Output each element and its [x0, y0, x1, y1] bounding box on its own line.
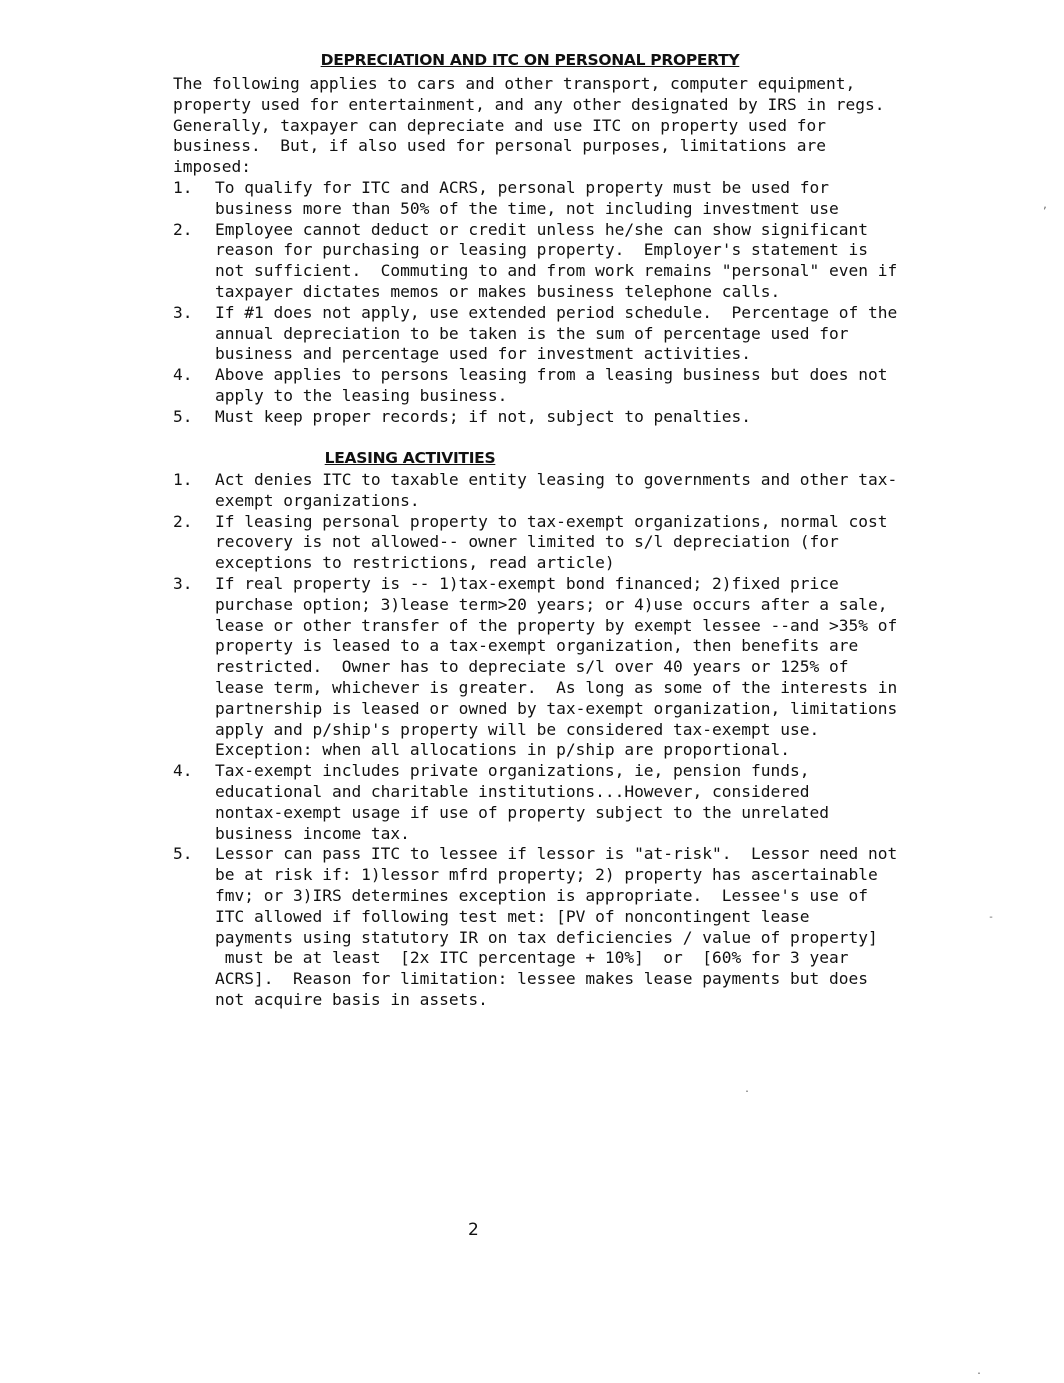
item-number: 2. [173, 219, 193, 239]
item-text: Must keep proper records; if not, subject to penalties. [215, 406, 752, 426]
item-text: If leasing personal property to tax-exempt organizations, normal cost recovery is not allowed-- owner limited to s/l depreciation (for exceptions to restrictions, read article) [215, 511, 888, 573]
item-text: If #1 does not apply, use extended period schedule. Percentage of the annual depreciation to be taken is the sum of percentage used for business and percentage used for investment activities. [215, 302, 898, 364]
item-text: Act denies ITC to taxable entity leasing to governments and other tax- exempt organizations. [215, 470, 898, 510]
item-text: Lessor can pass ITC to lessee if lessor is "at-risk". Lessor need not be at risk if: 1)lessor mfrd property; 2) property has ascertainable fmv; or 3)IRS determines exception is appropriate. Lessee's use of ITC allowed if following test met: [PV of noncontingent lease payments using statutory IR on tax deficiencies / value of property] must be at least [2x ITC percentage + 10%] or [60% for 3 year ACRS]. Reason for limitation: lessee makes lease payments but does not acquire basis in assets. [215, 844, 898, 1009]
item-number: 1. [173, 470, 193, 489]
item-text: Tax-exempt includes private organizations, ie, pension funds, educational and charitable institutions...However, considered nontax-exempt usage if use of property subject to the unrelated business income tax. [215, 761, 829, 843]
item-number: 3. [173, 302, 193, 322]
list-item [173, 761, 983, 844]
section-heading-personal-property: DEPRECIATION AND ITC ON PERSONAL PROPERTY [320, 51, 740, 69]
list-item [173, 574, 983, 761]
item-text: To qualify for ITC and ACRS, personal property must be used for business more than 50% of the time, not including investment use [215, 178, 839, 218]
item-number: 2. [173, 511, 193, 531]
list-item [173, 844, 983, 1010]
scan-speck: . [976, 1366, 983, 1377]
list-item [173, 303, 983, 365]
item-text: If real property is -- 1)tax-exempt bond financed; 2)fixed price purchase option; 3)lease term>20 years; or 4)use occurs after a sale, lease or other transfer of the property by exempt lessee --and >35% of property is leased to a tax-exempt organization, then benefits are restricted. Owner has to depreciate s/l over 40 years or 125% of lease term, whichever is greater. As long as some of the interests in partnership is leased or owned by tax-exempt organization, limitations apply and p/ship's property will be considered tax-exempt use. Exception: when all allocations in p/ship are proportional. [215, 573, 898, 760]
list-item [173, 220, 983, 303]
item-number: 5. [173, 406, 193, 426]
item-number: 4. [173, 761, 193, 781]
list-item [173, 365, 983, 407]
page-number: 2 [468, 1220, 479, 1240]
personal-property-list [173, 178, 983, 428]
item-number: 5. [173, 844, 193, 864]
list-item [173, 470, 983, 512]
scan-speck: - [988, 912, 995, 923]
intro-paragraph: The following applies to cars and other transport, computer equipment, property used for entertainment, and any other designated by IRS in regs. Generally, taxpayer can depreciate and use ITC on property used for business. But, if also used for personal purposes, limitations are imposed: [173, 74, 885, 177]
list-item [173, 178, 983, 220]
list-item [173, 512, 983, 574]
item-text: Employee cannot deduct or credit unless he/she can show significant reason for purchasing or leasing property. Employer's statement is not sufficient. Commuting to and from work remains "personal" even if taxpayer dictates memos or makes business telephone calls. [215, 219, 898, 301]
item-text: Above applies to persons leasing from a leasing business but does not apply to the leasing business. [215, 365, 888, 405]
item-number: 3. [173, 573, 193, 593]
leasing-list [173, 470, 983, 1011]
scan-speck: . [744, 1084, 751, 1095]
scan-speck: , [1042, 200, 1049, 211]
list-item [173, 407, 983, 428]
item-number: 4. [173, 365, 193, 385]
item-number: 1. [173, 178, 193, 197]
section-heading-leasing: LEASING ACTIVITIES [324, 449, 496, 467]
